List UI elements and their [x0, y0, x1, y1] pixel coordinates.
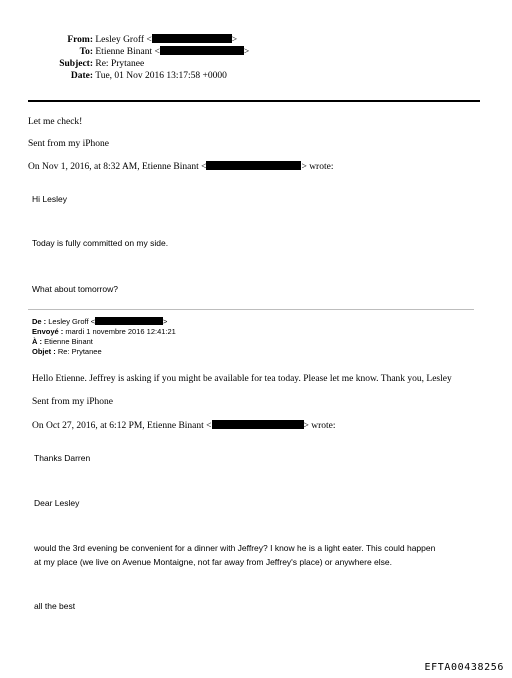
de-row [32, 317, 176, 327]
a-row [32, 337, 176, 347]
to-row [28, 46, 249, 58]
a-value: Etienne Binant [44, 337, 93, 346]
lesley-msg-line-2: Sent from my iPhone [32, 397, 114, 407]
quote-suffix: > wrote: [301, 162, 334, 172]
etienne-line-1: Today is fully committed on my side. [32, 238, 169, 248]
paragraph-line-1: would the 3rd evening be convenient for a dinner with Jeffrey? I know he is a light eater. This could happen [34, 543, 436, 553]
quote-prefix: On Oct 27, 2016, at 6:12 PM, Etienne Binant < [32, 421, 212, 431]
reply-line-2: Sent from my iPhone [28, 139, 110, 149]
objet-row [32, 347, 176, 357]
lesley-quote-line [32, 420, 336, 431]
objet-label: Objet : [32, 347, 56, 356]
envoye-label: Envoyé : [32, 327, 64, 336]
redaction-bar [152, 34, 232, 43]
date-row [28, 70, 249, 82]
from-value: Lesley Groff < [95, 35, 152, 45]
header-divider [28, 100, 480, 102]
quote-prefix: On Nov 1, 2016, at 8:32 AM, Etienne Binant < [28, 162, 207, 172]
dear-line: Dear Lesley [34, 498, 80, 508]
redaction-bar [95, 317, 163, 325]
document-id: EFTA00438256 [424, 662, 504, 673]
objet-value: Re: Prytanee [57, 347, 102, 356]
etienne-greeting: Hi Lesley [32, 194, 67, 204]
lesley-msg-line-1: Hello Etienne. Jeffrey is asking if you might be available for tea today. Please let me know. Thank you, Lesley [32, 374, 452, 384]
quote-suffix: > wrote: [303, 421, 336, 431]
from-row [28, 34, 249, 46]
paragraph-line-2: at my place (we live on Avenue Montaigne, not far away from Jeffrey's place) or anywhere else. [34, 557, 393, 567]
from-close: > [231, 35, 238, 45]
subject-label: Subject: [59, 59, 93, 69]
to-label: To: [79, 47, 93, 57]
forwarded-header [32, 317, 176, 357]
forward-separator [28, 309, 474, 310]
a-label: À : [32, 337, 42, 346]
envoye-value: mardi 1 novembre 2016 12:41:21 [65, 327, 176, 336]
date-label: Date: [70, 71, 93, 81]
de-label: De : [32, 317, 47, 326]
date-value: Tue, 01 Nov 2016 13:17:58 +0000 [95, 71, 227, 81]
to-value: Etienne Binant < [95, 47, 160, 57]
etienne-line-2: What about tomorrow? [32, 284, 118, 294]
redaction-bar [206, 161, 301, 170]
subject-row [28, 58, 249, 70]
subject-value: Re: Prytanee [95, 59, 145, 69]
de-value: Lesley Groff < [48, 317, 96, 326]
from-label: From: [67, 35, 93, 45]
redaction-bar [212, 420, 304, 429]
de-close: > [163, 317, 168, 326]
redaction-bar [160, 46, 244, 55]
reply-line-1: Let me check! [28, 117, 83, 127]
signoff-line: all the best [34, 601, 76, 611]
reply-quote-line [28, 161, 333, 172]
email-header [28, 34, 249, 82]
envoye-row [32, 327, 176, 337]
thanks-line: Thanks Darren [34, 453, 91, 463]
to-close: > [243, 47, 250, 57]
